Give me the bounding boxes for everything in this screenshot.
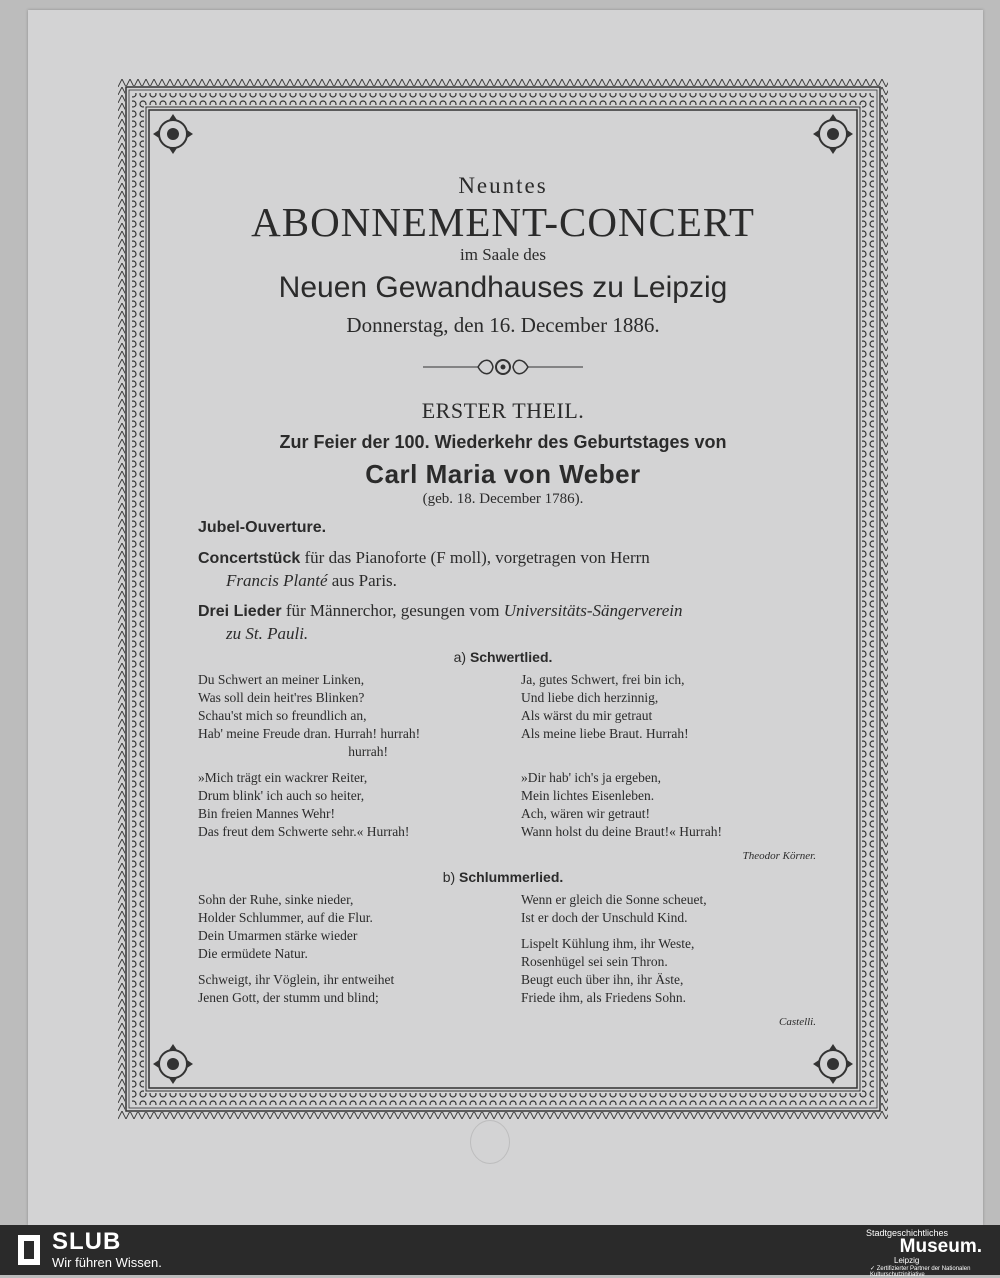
song-title: Schwertlied. [469,649,553,665]
verse-line: Als wärst du mir getraut [521,708,653,723]
verse-line: Rosenhügel sei sein Thron. [521,954,668,969]
verse-line: »Mich trägt ein wackrer Reiter, [198,770,368,785]
venue-intro: im Saale des [460,245,546,264]
verse-line: Holder Schlummer, auf die Flur. [198,910,373,925]
performer-origin: aus Paris. [327,571,397,590]
museum-label-top: Stadtgeschichtliches [865,1228,948,1238]
concert-title: ABONNEMENT-CONCERT [251,199,755,245]
item-text: für das Pianoforte (F moll), vorgetragen von Herrn [300,548,650,567]
verse-line: Schau'st mich so freundlich an, [198,708,367,723]
song-label: b) [442,869,456,885]
slub-logo-icon [16,1233,42,1267]
program-content [190,170,816,1031]
program-list [198,516,816,645]
museum-city: Leipzig [894,1256,920,1265]
stanza [198,971,493,1007]
verse-line: Ist er doch der Unschuld Kind. [521,910,688,925]
item-title: Jubel-Ouverture. [198,519,327,536]
song-a-heading [190,649,816,665]
verse-line: Hab' meine Freude dran. Hurrah! hurrah! [198,726,421,741]
verse-line: hurrah! [348,744,388,759]
song-title: Schlummerlied. [459,869,564,885]
slub-slogan: Wir führen Wissen. [52,1255,162,1270]
stanza [521,671,816,761]
verse-line: Bin freien Mannes Wehr! [198,806,335,821]
dedication-line: Zur Feier der 100. Wiederkehr des Geburtstages von [279,432,727,452]
divider-ornament-icon [423,352,583,382]
verse-line: Was soll dein heit'res Blinken? [198,690,365,705]
lyrics-left-column [198,891,493,1031]
stanza [521,935,816,1007]
program-item [198,547,816,592]
slub-name[interactable]: SLUB [52,1228,122,1255]
verse-line: Beugt euch über ihn, ihr Äste, [521,972,684,987]
museum-name[interactable]: Museum. [899,1236,982,1257]
verse-line: Du Schwert an meiner Linken, [198,672,365,687]
performer-name: Francis Planté [226,571,328,590]
verse-line: Und liebe dich herzinnig, [521,690,659,705]
viewer-footer [0,1225,1000,1278]
verse-line: Mein lichtes Eisenleben. [521,788,655,803]
lyricist: Theodor Körner. [742,850,816,862]
lyrics-right-column [521,891,816,1031]
museum-certification: ✓ Zertifizierter Partner der Nationalen Kulturschutzinitiative [870,1266,971,1278]
choir-name-cont: zu St. Pauli. [226,624,309,643]
program-item [198,516,816,539]
venue-name: Neuen Gewandhauses zu Leipzig [278,271,728,304]
concert-number: Neuntes [458,173,548,198]
verse-line: Drum blink' ich auch so heiter, [198,788,365,803]
verse-line: Ja, gutes Schwert, frei bin ich, [521,672,685,687]
composer-name: Carl Maria von Weber [365,459,641,489]
verse-line: Ach, wären wir getraut! [521,806,650,821]
composer-birth: (geb. 18. December 1786). [422,491,584,507]
item-title: Concertstück [198,550,301,567]
song-b-lyrics [190,891,816,1031]
verse-line: Wann holst du deine Braut!« Hurrah! [521,824,722,839]
verse-line: Sohn der Ruhe, sinke nieder, [198,892,354,907]
program-item [198,600,816,645]
song-label: a) [453,649,467,665]
verse-line: Friede ihm, als Friedens Sohn. [521,990,686,1005]
verse-line: Als meine liebe Braut. Hurrah! [521,726,689,741]
lyricist: Castelli. [779,1016,816,1028]
stanza [198,671,493,761]
song-b-heading [190,869,816,885]
item-title: Drei Lieder [198,603,282,620]
song-a-lyrics [190,671,816,865]
stanza [521,891,816,927]
choir-name: Universitäts-Sängerverein [503,601,683,620]
stanza [521,769,816,841]
lyrics-left-column [198,671,493,865]
section-title: ERSTER THEIL. [421,398,585,423]
concert-date: Donnerstag, den 16. December 1886. [346,313,660,337]
verse-line: Schweigt, ihr Vöglein, ihr entweihet [198,972,395,987]
stanza [198,769,493,841]
verse-line: Lispelt Kühlung ihm, ihr Weste, [521,936,695,951]
lyrics-right-column [521,671,816,865]
verse-line: Jenen Gott, der stumm und blind; [198,990,379,1005]
item-text: für Männerchor, gesungen vom [281,601,504,620]
verse-line: Dein Umarmen stärke wieder [198,928,358,943]
embossed-stamp [470,1120,510,1164]
verse-line: »Dir hab' ich's ja ergeben, [521,770,661,785]
verse-line: Die ermüdete Natur. [198,946,308,961]
verse-line: Wenn er gleich die Sonne scheuet, [521,892,707,907]
verse-line: Das freut dem Schwerte sehr.« Hurrah! [198,824,410,839]
stanza [198,891,493,963]
